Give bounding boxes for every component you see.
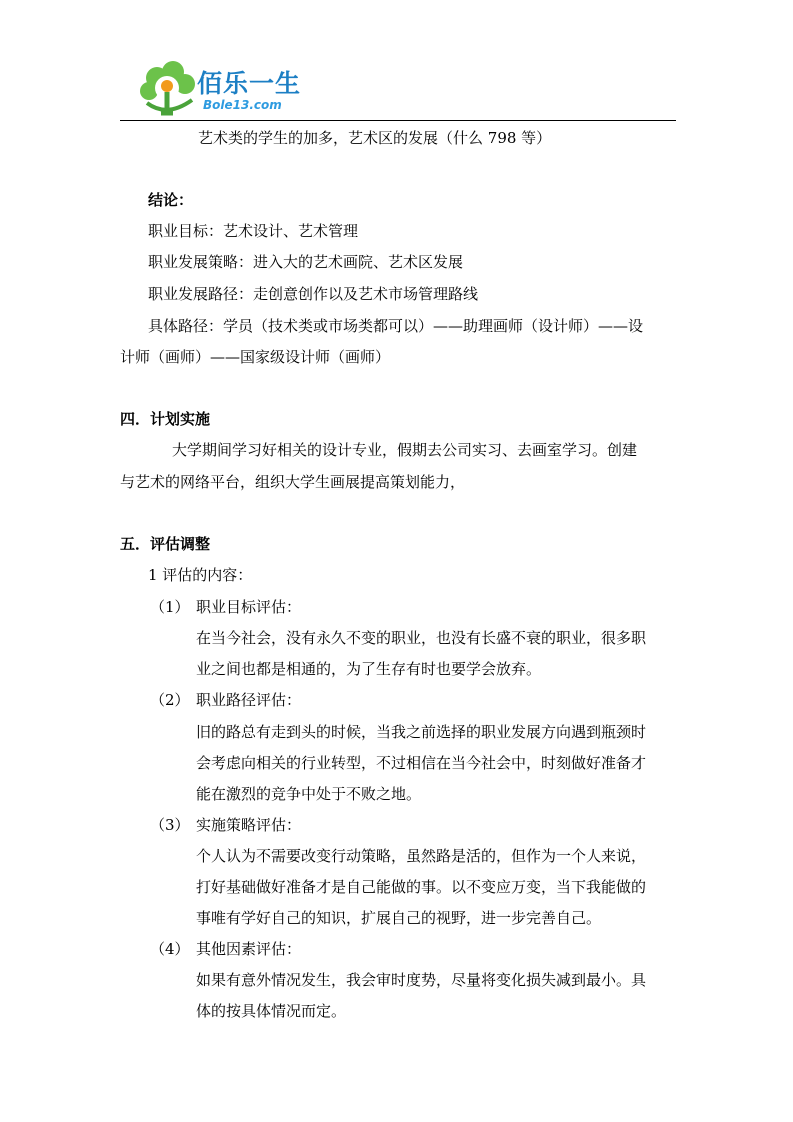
item1-line1: 在当今社会，没有永久不变的职业，也没有长盛不衰的职业，很多职 bbox=[196, 629, 647, 647]
section4-heading: 四．计划实施 bbox=[120, 410, 211, 428]
brand-name: 佰乐一生 bbox=[197, 69, 302, 98]
item4-number: （4） bbox=[150, 940, 190, 958]
career-strategy: 职业发展策略：进入大的艺术画院、艺术区发展 bbox=[148, 253, 464, 271]
section5-intro: 1 评估的内容： bbox=[148, 566, 253, 584]
section4-line1: 大学期间学习好相关的设计专业，假期去公司实习、去画室学习。创建 bbox=[172, 441, 638, 459]
career-path-line1: 具体路径：学员（技术类或市场类都可以）——助理画师（设计师）——设 bbox=[148, 317, 644, 335]
item1-line2: 业之间也都是相通的，为了生存有时也要学会放弃。 bbox=[196, 660, 542, 678]
section4-line2: 与艺术的网络平台，组织大学生画展提高策划能力， bbox=[120, 473, 466, 491]
conclusion-heading: 结论： bbox=[148, 191, 194, 209]
item3-number: （3） bbox=[150, 816, 190, 834]
item2-line1: 旧的路总有走到头的时候，当我之前选择的职业发展方向遇到瓶颈时 bbox=[196, 723, 647, 741]
item4-line2: 体的按具体情况而定。 bbox=[196, 1002, 347, 1020]
item1-title: 职业目标评估： bbox=[196, 598, 302, 616]
item3-line1: 个人认为不需要改变行动策略，虽然路是活的，但作为一个人来说， bbox=[196, 847, 647, 865]
item2-number: （2） bbox=[150, 691, 190, 709]
brand-url: Bole13.com bbox=[203, 98, 282, 112]
career-path-line2: 计师（画师）——国家级设计师（画师） bbox=[120, 348, 391, 366]
item2-title: 职业路径评估： bbox=[196, 691, 302, 709]
career-goal: 职业目标：艺术设计、艺术管理 bbox=[148, 222, 359, 240]
intro-line: 艺术类的学生的加多，艺术区的发展（什么 798 等） bbox=[198, 129, 552, 147]
item4-title: 其他因素评估： bbox=[196, 940, 302, 958]
item4-line1: 如果有意外情况发生，我会审时度势，尽量将变化损失减到最小。具 bbox=[196, 971, 647, 989]
header-divider bbox=[120, 120, 676, 121]
item3-title: 实施策略评估： bbox=[196, 816, 302, 834]
item1-number: （1） bbox=[150, 598, 190, 616]
item2-line2: 会考虑向相关的行业转型，不过相信在当今社会中，时刻做好准备才 bbox=[196, 754, 647, 772]
career-route: 职业发展路径：走创意创作以及艺术市场管理路线 bbox=[148, 285, 479, 303]
item2-line3: 能在激烈的竞争中处于不败之地。 bbox=[196, 785, 422, 803]
item3-line3: 事唯有学好自己的知识，扩展自己的视野，进一步完善自己。 bbox=[196, 909, 602, 927]
section5-heading: 五．评估调整 bbox=[120, 535, 211, 553]
item3-line2: 打好基础做好准备才是自己能做的事。以不变应万变，当下我能做的 bbox=[196, 878, 647, 896]
